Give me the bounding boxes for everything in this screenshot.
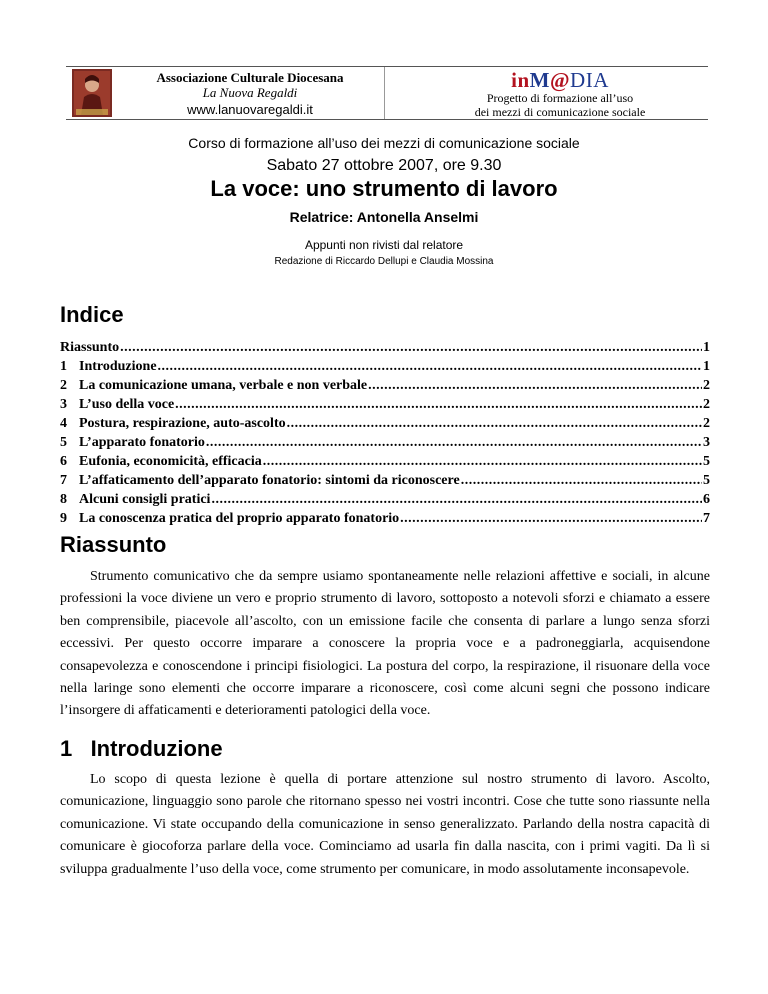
notes-disclaimer: Appunti non rivisti dal relatore [304, 238, 464, 252]
intro-paragraph: Lo scopo di questa lezione è quella di portare attenzione sul nostro strumento di lavoro. Ascolto, comunicazione, linguaggio sono parole che ritornano spesso nei vostri incontri. Cose che tutte sono riassunte nella comunicazione. Vi state occupando della comunicazione in senso generalizzato. Parlando della nostra capacità di comunicare è giocoforza parlare della voce. Cominciamo ad usarla fin dalla nascita, con i primi vagiti. Da lì si sviluppa gradualmente l’uso della voce, come strumento per comunicare, in modo assolutamente inconsapevole. [60, 772, 710, 877]
intro-heading: 1 Introduzione [60, 736, 223, 761]
toc-entry-number: 2 [60, 378, 67, 393]
toc-entry-label: Riassunto [60, 340, 120, 355]
summary-heading: Riassunto [60, 532, 167, 557]
toc-entry-page: 5 [703, 473, 710, 488]
logo-part-dia: DIA [570, 68, 609, 92]
toc-entry[interactable] [60, 492, 710, 511]
logo-part-at: @ [549, 68, 571, 92]
toc-entry-number: 9 [60, 511, 67, 526]
toc-entry-page: 2 [703, 416, 710, 431]
toc-entry-number: 8 [60, 492, 67, 507]
speaker-name: Relatrice: Antonella Anselmi [289, 209, 479, 225]
toc-leader [158, 359, 702, 375]
toc-entry-page: 6 [703, 492, 710, 507]
toc-entry-page: 3 [703, 435, 710, 450]
toc-entry[interactable] [60, 416, 710, 435]
inmedia-logo [430, 69, 690, 91]
association-name: Associazione Culturale Diocesana [156, 70, 344, 85]
toc-entry-label: Alcuni consigli pratici [79, 492, 211, 507]
table-of-contents [60, 340, 710, 530]
toc-entry[interactable] [60, 435, 710, 454]
header-divider [384, 67, 385, 119]
toc-entry-page: 5 [703, 454, 710, 469]
toc-entry-number: 1 [60, 359, 67, 374]
toc-entry-page: 7 [703, 511, 710, 526]
header-top-rule [66, 66, 708, 67]
toc-entry-page: 1 [703, 359, 710, 374]
toc-entry-label: La comunicazione umana, verbale e non verbale [79, 378, 368, 393]
logo-part-m: M [529, 68, 550, 92]
toc-entry-label: La conoscenza pratica del proprio apparato fonatorio [79, 511, 400, 526]
toc-entry[interactable] [60, 340, 710, 359]
association-logo-image [72, 69, 112, 117]
toc-entry[interactable] [60, 511, 710, 530]
editors-credit: Redazione di Riccardo Dellupi e Claudia Mossina [274, 256, 494, 267]
toc-entry[interactable] [60, 378, 710, 397]
toc-entry-number: 7 [60, 473, 67, 488]
page-title: La voce: uno strumento di lavoro [210, 176, 558, 201]
toc-leader [120, 340, 702, 356]
toc-entry-page: 1 [703, 340, 710, 355]
toc-entry-number: 6 [60, 454, 67, 469]
toc-entry-number: 4 [60, 416, 67, 431]
summary-paragraph: Strumento comunicativo che da sempre usiamo spontaneamente nelle relazioni affettive e sociali, in alcune professioni la voce diviene un vero e proprio strumento di lavoro, sottoposto a notevoli sforzi e chiamato a essere ben comprensibile, piacevole all’ascolto, con un emissione facile che consenta di parlare a lungo senza sforzi eccessivi. Per questo occorre imparare a conoscere la propria voce e a padroneggiarla, acquisendone consapevolezza e conoscendone i principi fisiologici. La postura del corpo, la respirazione, il risuonare della voce nella laringe sono elementi che occorre imparare a riconoscere, così come alcuni segni che possono indicare l’insorgere di affaticamenti e deterioramenti patologici della voce. [60, 569, 710, 719]
toc-entry-number: 5 [60, 435, 67, 450]
toc-heading: Indice [60, 302, 124, 327]
toc-entry-label: L’uso della voce [79, 397, 175, 412]
header-bottom-rule [66, 119, 708, 120]
toc-leader [211, 492, 702, 508]
toc-entry-number: 3 [60, 397, 67, 412]
toc-leader [461, 473, 702, 489]
toc-entry-page: 2 [703, 378, 710, 393]
association-block [120, 70, 380, 117]
toc-entry-label: Introduzione [79, 359, 157, 374]
association-website: www.lanuovaregaldi.it [187, 102, 313, 117]
toc-entry-label: Eufonia, economicità, efficacia [79, 454, 262, 469]
toc-leader [368, 378, 702, 394]
toc-entry[interactable] [60, 454, 710, 473]
toc-entry-label: L’apparato fonatorio [79, 435, 205, 450]
toc-entry[interactable] [60, 473, 710, 492]
toc-entry[interactable] [60, 397, 710, 416]
toc-leader [175, 397, 702, 413]
toc-leader [206, 435, 702, 451]
toc-entry-label: L’affaticamento dell’apparato fonatorio: sintomi da riconoscere [79, 473, 460, 488]
toc-leader [287, 416, 702, 432]
course-title: Corso di formazione all’uso dei mezzi di comunicazione sociale [188, 135, 580, 151]
toc-entry[interactable] [60, 359, 710, 378]
project-line-1: Progetto di formazione all’uso [486, 91, 634, 105]
toc-entry-label: Postura, respirazione, auto-ascolto [79, 416, 286, 431]
lecture-date: Sabato 27 ottobre 2007, ore 9.30 [266, 157, 502, 174]
association-subtitle: La Nuova Regaldi [202, 85, 298, 100]
logo-part-in: in [511, 68, 530, 92]
toc-leader [263, 454, 702, 470]
toc-leader [400, 511, 702, 527]
project-line-2: dei mezzi di comunicazione sociale [474, 105, 646, 119]
project-block [430, 69, 690, 119]
toc-entry-page: 2 [703, 397, 710, 412]
